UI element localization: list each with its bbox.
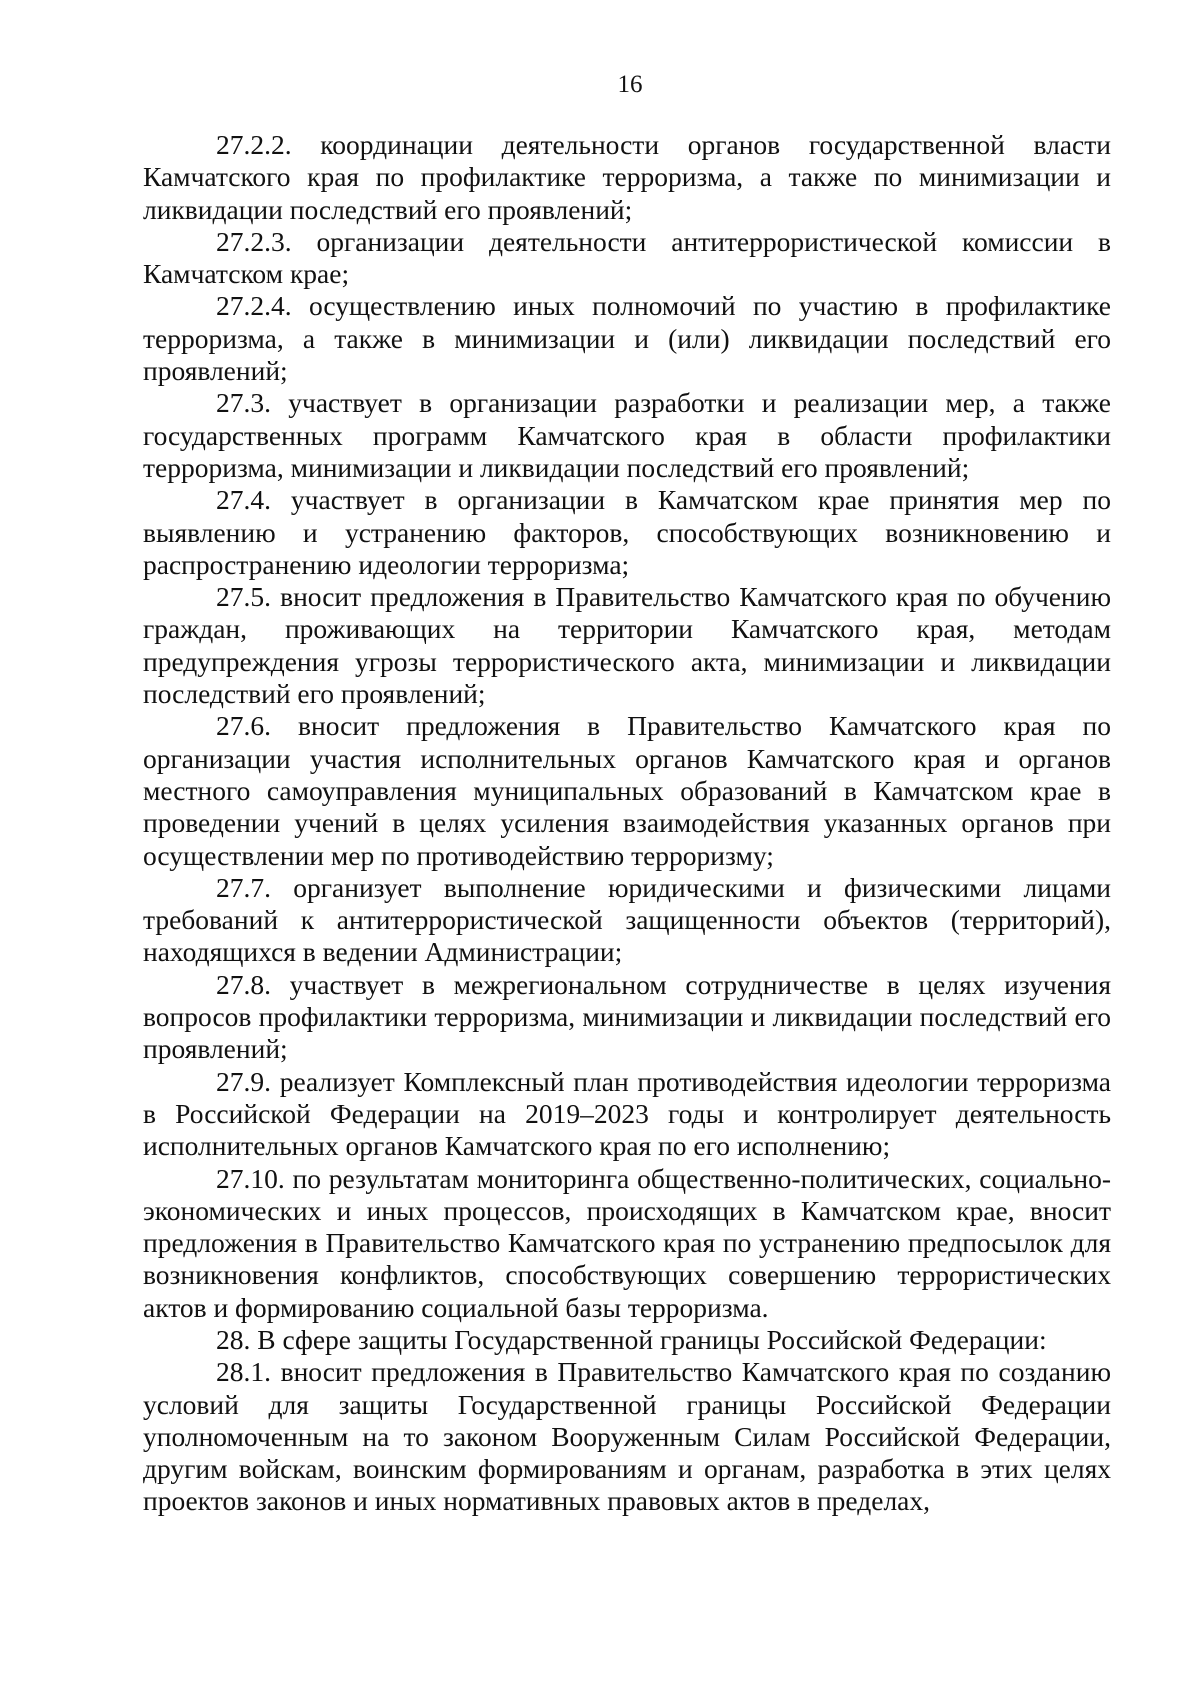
page-number: 16 — [617, 71, 643, 98]
paragraph-27-5: 27.5. вносит предложения в Правительство Камчатского края по обучению граждан, проживающих на территории Камчатского края, методам предупреждения угрозы террористического акта, минимизации и ликвидации последствий его проявлений; — [143, 581, 1111, 710]
paragraph-27-9: 27.9. реализует Комплексный план противодействия идеологии терроризма в Российской Федерации на 2019–2023 годы и контролирует деятельность исполнительных органов Камчатского края по его исполнению; — [143, 1065, 1111, 1162]
paragraph-27-2-3: 27.2.3. организации деятельности антитеррористической комиссии в Камчатском крае; — [143, 225, 1111, 290]
paragraph-27-6: 27.6. вносит предложения в Правительство Камчатского края по организации участия исполнительных органов Камчатского края и органов местного самоуправления муниципальных образований в Камчатском крае в проведении учений в целях усиления взаимодействия указанных органов при осуществлении мер по противодействию терроризму; — [143, 710, 1111, 871]
paragraph-27-10: 27.10. по результатам мониторинга общественно-политических, социально-экономических и иных процессов, происходящих в Камчатском крае, вносит предложения в Правительство Камчатского края по устранению предпосылок для возникновения конфликтов, способствующих совершению террористических актов и формированию социальной базы терроризма. — [143, 1162, 1111, 1323]
paragraph-27-4: 27.4. участвует в организации в Камчатском крае принятия мер по выявлению и устранению факторов, способствующих возникновению и распространению идеологии терроризма; — [143, 484, 1111, 580]
paragraph-27-3: 27.3. участвует в организации разработки и реализации мер, а также государственных программ Камчатского края в области профилактики терроризма, минимизации и ликвидации последствий его проявлений; — [143, 387, 1111, 483]
paragraph-27-2-4: 27.2.4. осуществлению иных полномочий по участию в профилактике терроризма, а также в минимизации и (или) ликвидации последствий его проявлений; — [143, 290, 1111, 387]
paragraph-27-2-2: 27.2.2. координации деятельности органов государственной власти Камчатского края по профилактике терроризма, а также по минимизации и ликвидации последствий его проявлений; — [143, 129, 1111, 225]
paragraph-27-8: 27.8. участвует в межрегиональном сотрудничестве в целях изучения вопросов профилактики терроризма, минимизации и ликвидации последствий его проявлений; — [143, 968, 1111, 1065]
paragraph-27-7: 27.7. организует выполнение юридическими и физическими лицами требований к антитеррористической защищенности объектов (территорий), находящихся в ведении Администрации; — [143, 871, 1111, 968]
paragraph-28-1: 28.1. вносит предложения в Правительство Камчатского края по созданию условий для защиты Государственной границы Российской Федерации уполномоченным на то законом Вооруженным Силам Российской Федерации, другим войскам, воинским формированиям и органам, разработка в этих целях проектов законов и иных нормативных правовых актов в пределах, — [143, 1356, 1111, 1517]
document-body — [143, 129, 1111, 1518]
paragraph-28: 28. В сфере защиты Государственной границы Российской Федерации: — [216, 1323, 1047, 1355]
